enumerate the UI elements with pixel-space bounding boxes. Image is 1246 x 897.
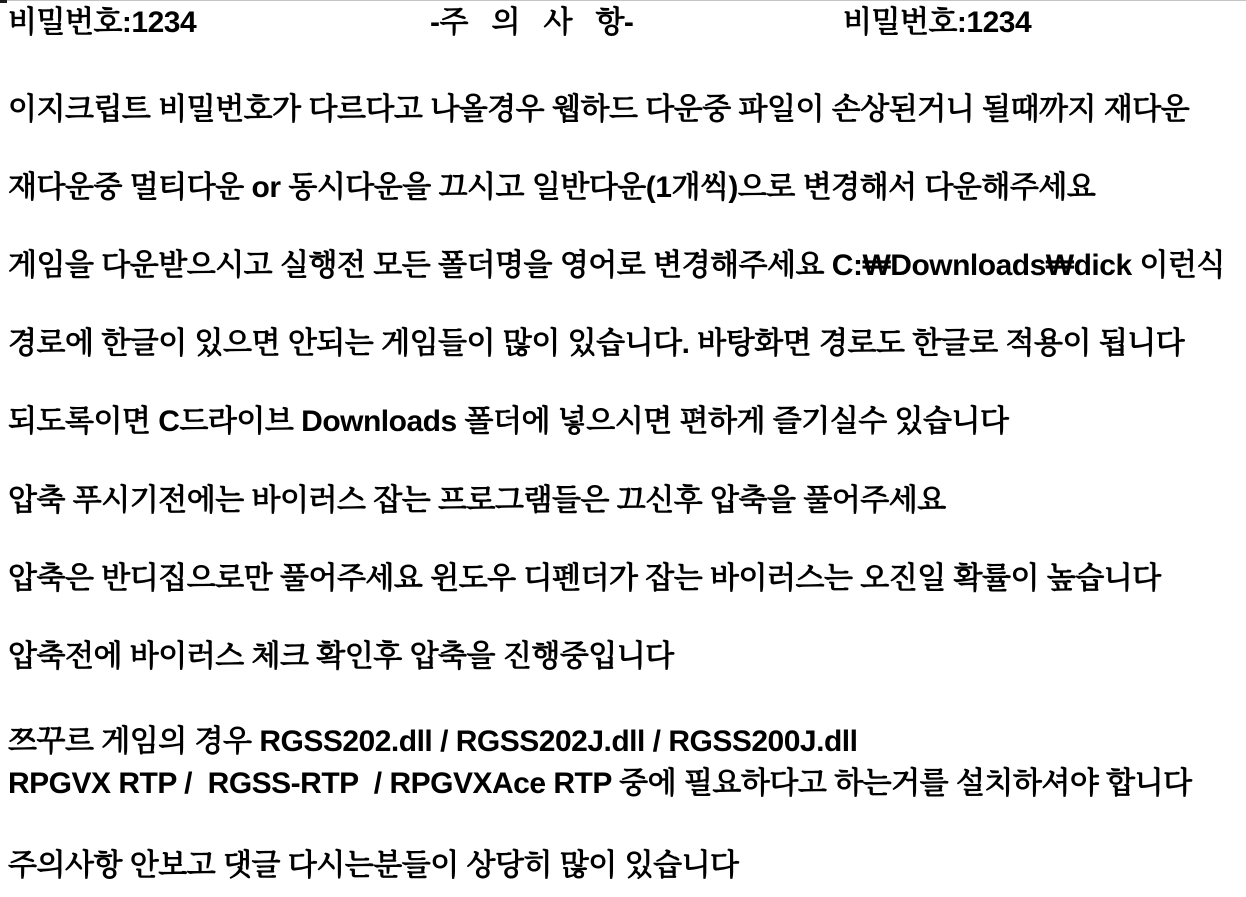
notice-line: 쯔꾸르 게임의 경우 RGSS202.dll / RGSS202J.dll / RGSS200J.dll <box>8 725 858 758</box>
notice-line: 재다운중 멀티다운 or 동시다운을 끄시고 일반다운(1개씩)으로 변경해서 다운해주세요 <box>8 171 1096 204</box>
notice-line: 경로에 한글이 있으면 안되는 게임들이 많이 있습니다. 바탕화면 경로도 한글로 적용이 됩니다 <box>8 327 1185 360</box>
page-title: -주 의 사 항- <box>430 6 634 39</box>
notice-line: 압축 푸시기전에는 바이러스 잡는 프로그램들은 끄신후 압축을 풀어주세요 <box>8 484 946 517</box>
corner-artifact <box>0 0 7 3</box>
notice-line: 압축전에 바이러스 체크 확인후 압축을 진행중입니다 <box>8 640 674 673</box>
top-edge-line <box>0 0 1246 1</box>
notice-line: 게임을 다운받으시고 실행전 모든 폴더명을 영어로 변경해주세요 C:₩Downloads₩dick 이런식 <box>8 249 1225 282</box>
password-right: 비밀번호:1234 <box>843 6 1032 39</box>
notice-line: 압축은 반디집으로만 풀어주세요 윈도우 디펜더가 잡는 바이러스는 오진일 확률이 높습니다 <box>8 562 1161 595</box>
notice-line: RPGVX RTP / RGSS-RTP / RPGVXAce RTP 중에 필요하다고 하는거를 설치하셔야 합니다 <box>8 767 1192 800</box>
notice-line: 이지크립트 비밀번호가 다르다고 나올경우 웹하드 다운중 파일이 손상된거니 될때까지 재다운 <box>8 93 1190 126</box>
password-left: 비밀번호:1234 <box>8 6 197 39</box>
notice-line: 주의사항 안보고 댓글 다시는분들이 상당히 많이 있습니다 <box>8 849 739 882</box>
notice-line: 되도록이면 C드라이브 Downloads 폴더에 넣으시면 편하게 즐기실수 있습니다 <box>8 405 1009 438</box>
